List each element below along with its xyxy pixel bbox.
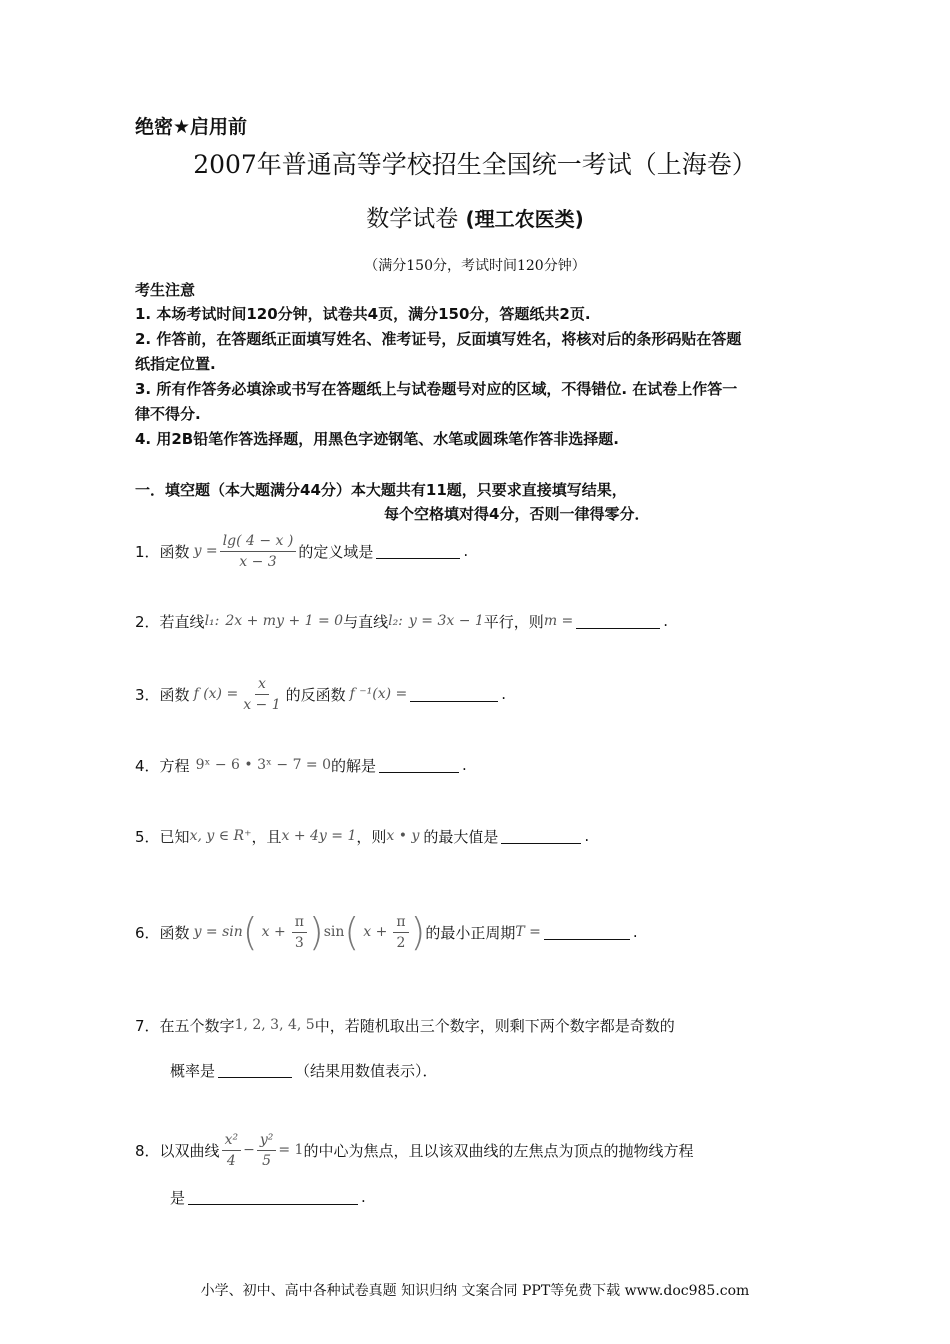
- q7-digits: 1, 2, 3, 4, 5: [234, 1017, 315, 1033]
- q6-number: 6．: [135, 923, 160, 942]
- q3-inverse: f ⁻¹(x) =: [349, 686, 408, 702]
- q3-suffix: 的反函数: [285, 685, 346, 704]
- question-3: [135, 670, 506, 718]
- q2-mid: 与直线: [343, 612, 389, 631]
- q6-suffix: 的最小正周期: [425, 923, 516, 942]
- q3-denominator: x − 1: [243, 696, 281, 713]
- q3-end: .: [501, 685, 507, 703]
- q8-fraction-1: [222, 1132, 242, 1169]
- q2-var: m =: [543, 613, 574, 629]
- exam-title: 2007年普通高等学校招生全国统一考试（上海卷）: [193, 150, 757, 179]
- question-8-line-2: [170, 1186, 366, 1208]
- q7-line2-prefix: 概率是: [170, 1061, 216, 1080]
- q7-number: 7．: [135, 1016, 160, 1035]
- q6-answer-blank[interactable]: [544, 925, 630, 940]
- q4-end: .: [462, 756, 467, 774]
- q8-minus: −: [243, 1142, 255, 1158]
- q2-line1-eq: 2x + my + 1 = 0: [225, 613, 344, 629]
- q6-lhs: y = sin: [193, 924, 243, 940]
- q5-product: x • y: [386, 828, 420, 844]
- q6-arg1-lead: x +: [261, 924, 286, 940]
- notice-line-4: 3. 所有作答务必填涂或书写在答题纸上与试卷题号对应的区域，不得错位. 在试卷上作答一: [135, 380, 738, 398]
- q6-arg2-fraction: [393, 914, 408, 951]
- subtitle-category: (理工农医类): [465, 207, 584, 231]
- question-2: [135, 610, 668, 632]
- q1-number: 1．: [135, 542, 160, 561]
- q4-suffix: 的解是: [331, 756, 377, 775]
- question-7-line-2: [170, 1059, 438, 1081]
- q8-fraction-2: [257, 1132, 277, 1169]
- q3-lhs: f (x) =: [193, 686, 239, 702]
- q5-end: .: [584, 827, 590, 845]
- q2-line2-label: l₂:: [388, 613, 403, 629]
- q2-end: .: [663, 612, 669, 630]
- q1-suffix: 的定义域是: [298, 542, 374, 561]
- q4-answer-blank[interactable]: [379, 758, 459, 773]
- q8-fraction-1-numerator: x²: [222, 1132, 242, 1151]
- q1-lhs: y =: [193, 543, 218, 559]
- q1-denominator: x − 3: [239, 553, 277, 570]
- q7-prefix: 在五个数字: [159, 1016, 235, 1035]
- score-time-note: （满分150分，考试时间120分钟）: [364, 258, 586, 274]
- q2-line1-label: l₁:: [204, 613, 220, 629]
- q7-answer-blank[interactable]: [218, 1063, 292, 1078]
- q1-answer-blank[interactable]: [376, 544, 460, 559]
- question-6: [135, 906, 638, 958]
- q2-prefix: 若直线: [159, 612, 205, 631]
- q8-suffix: 的中心为焦点，且以该双曲线的左焦点为顶点的抛物线方程: [303, 1141, 694, 1160]
- q1-fraction: [220, 533, 297, 570]
- notice-line-5: 律不得分.: [135, 405, 201, 423]
- question-5: [135, 825, 589, 847]
- q6-prefix: 函数: [159, 923, 190, 942]
- q5-mid: ，且: [251, 827, 282, 846]
- q6-end: .: [632, 923, 638, 941]
- subtitle-main: 数学试卷: [366, 206, 459, 232]
- q3-numerator: x: [255, 676, 269, 695]
- q6-left-paren-2: (: [344, 910, 360, 954]
- q8-line2-prefix: 是: [170, 1188, 186, 1207]
- notice-line-3: 纸指定位置.: [135, 355, 216, 373]
- q5-prefix: 已知: [159, 827, 190, 846]
- question-7: [135, 1014, 675, 1036]
- q5-suffix: 的最大值是: [423, 827, 499, 846]
- q8-prefix: 以双曲线: [159, 1141, 220, 1160]
- q4-number: 4．: [135, 756, 160, 775]
- q6-right-paren-2: ): [410, 910, 426, 954]
- q6-arg2-denominator: 2: [396, 934, 406, 951]
- q2-number: 2．: [135, 612, 160, 631]
- q6-left-paren-1: (: [242, 910, 258, 954]
- question-4: [135, 754, 467, 776]
- q6-right-paren-1: ): [308, 910, 324, 954]
- notice-line-2: 2. 作答前，在答题纸正面填写姓名、准考证号，反面填写姓名，将核对后的条形码贴在答题: [135, 330, 742, 348]
- q7-suffix: 中，若随机取出三个数字，则剩下两个数字都是奇数的: [314, 1016, 675, 1035]
- q6-arg1-numerator: π: [292, 914, 307, 933]
- q3-fraction: [240, 676, 283, 713]
- q2-line2-eq: y = 3x − 1: [408, 613, 484, 629]
- notice-heading: 考生注意: [135, 281, 196, 299]
- q8-end: .: [361, 1188, 366, 1206]
- q6-arg2-lead: x +: [363, 924, 388, 940]
- q2-answer-blank[interactable]: [576, 614, 660, 629]
- q4-equation: 9ˣ − 6 • 3ˣ − 7 = 0: [195, 757, 332, 773]
- confidential-label: 绝密★启用前: [135, 116, 248, 138]
- q3-prefix: 函数: [159, 685, 190, 704]
- section-1-subheading: 每个空格填对得4分，否则一律得零分．: [384, 505, 650, 523]
- q1-numerator: lg( 4 − x ): [220, 533, 297, 552]
- q5-answer-blank[interactable]: [501, 829, 581, 844]
- q5-number: 5．: [135, 827, 160, 846]
- question-1: [135, 527, 468, 575]
- q5-condition: x + 4y = 1: [281, 828, 357, 844]
- notice-line-1: 1. 本场考试时间120分钟，试卷共4页，满分150分，答题纸共2页.: [135, 305, 591, 323]
- q7-line2-suffix: （结果用数值表示）．: [295, 1061, 438, 1080]
- q1-end: .: [463, 542, 469, 560]
- q1-prefix: 函数: [159, 542, 190, 561]
- q8-number: 8．: [135, 1141, 160, 1160]
- q6-var: T =: [515, 924, 541, 940]
- q8-fraction-1-denominator: 4: [226, 1152, 236, 1169]
- exam-subtitle: [0, 200, 950, 233]
- q6-arg2-numerator: π: [393, 914, 408, 933]
- q8-fraction-2-denominator: 5: [262, 1152, 272, 1169]
- q3-number: 3．: [135, 685, 160, 704]
- q8-answer-blank[interactable]: [188, 1190, 358, 1205]
- section-1-heading: 一．填空题（本大题满分44分）本大题共有11题，只要求直接填写结果，: [135, 481, 627, 499]
- q2-suffix: 平行，则: [483, 612, 544, 631]
- q8-equals: = 1: [278, 1142, 304, 1158]
- notice-line-6: 4. 用2B铅笔作答选择题，用黑色字迹钢笔、水笔或圆珠笔作答非选择题.: [135, 430, 619, 448]
- q5-vars: x, y ∈ R⁺: [189, 828, 252, 844]
- q6-sin2: sin: [323, 924, 345, 940]
- q6-arg1-fraction: [292, 914, 307, 951]
- page-footer: 小学、初中、高中各种试卷真题 知识归纳 文案合同 PPT等免费下载 www.doc985.com: [200, 1283, 750, 1299]
- q4-prefix: 方程: [159, 756, 190, 775]
- q8-fraction-2-numerator: y²: [257, 1132, 277, 1151]
- question-8: [135, 1126, 693, 1174]
- q6-arg1-denominator: 3: [294, 934, 304, 951]
- q5-mid2: ，则: [356, 827, 387, 846]
- q3-answer-blank[interactable]: [410, 687, 498, 702]
